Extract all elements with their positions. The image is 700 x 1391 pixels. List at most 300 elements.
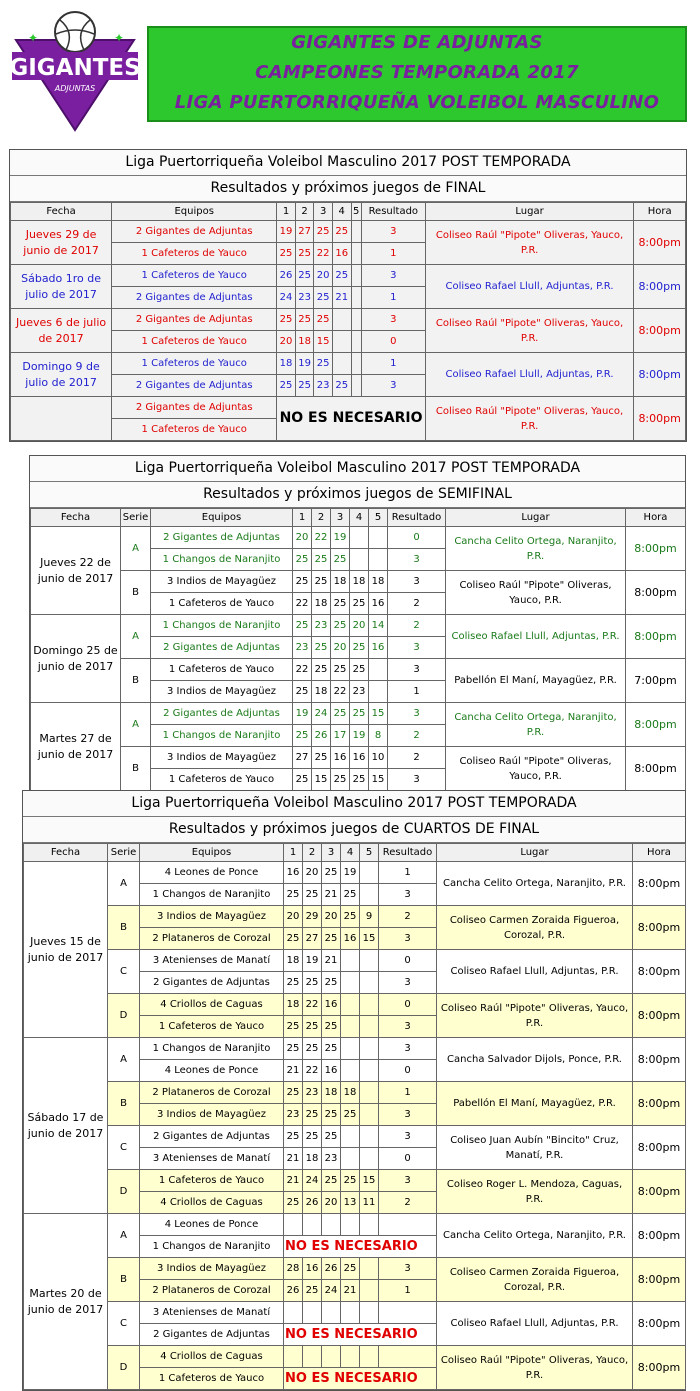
col-fecha: Fecha bbox=[11, 203, 112, 221]
table-row bbox=[31, 615, 686, 637]
col-equipos: Equipos bbox=[140, 844, 284, 862]
set-score bbox=[360, 972, 379, 994]
game-venue: Coliseo Rafael Llull, Adjuntas, P.R. bbox=[437, 950, 633, 994]
team-name: 3 Atenienses de Manatí bbox=[140, 1302, 284, 1324]
col-set2: 2 bbox=[303, 844, 322, 862]
set-score: 25 bbox=[303, 1104, 322, 1126]
game-venue: Coliseo Raúl "Pipote" Oliveras, Yauco, P.R. bbox=[446, 747, 626, 791]
set-score: 22 bbox=[314, 243, 333, 265]
set-score: 23 bbox=[322, 1148, 341, 1170]
not-necessary-label: NO ES NECESARIO bbox=[284, 1236, 437, 1258]
set-score: 22 bbox=[303, 994, 322, 1016]
team-name: 1 Cafeteros de Yauco bbox=[151, 593, 293, 615]
set-score: 21 bbox=[284, 1060, 303, 1082]
game-venue: Coliseo Roger L. Mendoza, Caguas, P.R. bbox=[437, 1170, 633, 1214]
set-score: 23 bbox=[303, 1082, 322, 1104]
set-score: 18 bbox=[341, 1082, 360, 1104]
col-hora: Hora bbox=[633, 844, 686, 862]
set-score: 25 bbox=[295, 375, 314, 397]
team-name: 1 Cafeteros de Yauco bbox=[112, 243, 277, 265]
game-result: 1 bbox=[379, 1280, 437, 1302]
set-score: 25 bbox=[312, 549, 331, 571]
set-score bbox=[284, 1302, 303, 1324]
col-set3: 3 bbox=[331, 509, 350, 527]
series-label: B bbox=[108, 1258, 140, 1302]
set-score: 26 bbox=[303, 1192, 322, 1214]
set-score bbox=[341, 1016, 360, 1038]
game-date: Sábado 1ro de julio de 2017 bbox=[11, 265, 112, 309]
team-name: 1 Cafeteros de Yauco bbox=[151, 659, 293, 681]
team-name: 3 Indios de Mayagüez bbox=[151, 681, 293, 703]
set-score: 21 bbox=[332, 287, 351, 309]
cuartos-subtitle: Resultados y próximos juegos de CUARTOS DE FINAL bbox=[23, 817, 685, 843]
set-score: 22 bbox=[293, 659, 312, 681]
series-label: A bbox=[121, 615, 151, 659]
set-score: 25 bbox=[293, 571, 312, 593]
game-result: 3 bbox=[379, 1104, 437, 1126]
col-serie: Serie bbox=[108, 844, 140, 862]
set-score bbox=[341, 1126, 360, 1148]
col-fecha: Fecha bbox=[24, 844, 108, 862]
game-result: 3 bbox=[379, 972, 437, 994]
set-score: 25 bbox=[303, 972, 322, 994]
banner-line-1: GIGANTES DE ADJUNTAS bbox=[291, 32, 543, 53]
table-row bbox=[24, 950, 686, 972]
game-result: 1 bbox=[361, 353, 425, 375]
set-score: 25 bbox=[350, 659, 369, 681]
set-score: 25 bbox=[312, 571, 331, 593]
set-score: 21 bbox=[284, 1170, 303, 1192]
game-result: 2 bbox=[388, 747, 446, 769]
team-name: 2 Plataneros de Corozal bbox=[140, 1082, 284, 1104]
final-header-row bbox=[11, 203, 686, 221]
game-result: 0 bbox=[388, 527, 446, 549]
game-result: 3 bbox=[379, 884, 437, 906]
not-necessary-label: NO ES NECESARIO bbox=[284, 1324, 437, 1346]
set-score: 25 bbox=[293, 769, 312, 791]
game-time: 8:00pm bbox=[634, 353, 686, 397]
team-name: 1 Changos de Naranjito bbox=[140, 884, 284, 906]
set-score: 27 bbox=[293, 747, 312, 769]
set-score: 20 bbox=[322, 906, 341, 928]
series-label: B bbox=[121, 747, 151, 791]
set-score bbox=[360, 1038, 379, 1060]
set-score: 15 bbox=[312, 769, 331, 791]
set-score: 15 bbox=[360, 1170, 379, 1192]
game-date: Martes 20 de junio de 2017 bbox=[24, 1214, 108, 1390]
team-name: 4 Criollos de Caguas bbox=[140, 1346, 284, 1368]
cuartos-panel bbox=[22, 790, 686, 1391]
semifinal-panel bbox=[29, 455, 686, 792]
final-title: Liga Puertorriqueña Voleibol Masculino 2017 POST TEMPORADA bbox=[10, 150, 686, 176]
set-score bbox=[341, 1346, 360, 1368]
set-score: 19 bbox=[277, 221, 296, 243]
set-score: 23 bbox=[312, 615, 331, 637]
set-score: 24 bbox=[322, 1280, 341, 1302]
team-name: 1 Cafeteros de Yauco bbox=[112, 353, 277, 375]
game-date: Martes 27 de junio de 2017 bbox=[31, 703, 121, 791]
set-score bbox=[360, 884, 379, 906]
col-set4: 4 bbox=[341, 844, 360, 862]
set-score: 15 bbox=[314, 331, 333, 353]
series-label: D bbox=[108, 994, 140, 1038]
team-name: 3 Indios de Mayagüez bbox=[140, 1104, 284, 1126]
set-score: 25 bbox=[303, 1280, 322, 1302]
set-score bbox=[360, 1346, 379, 1368]
game-result: 3 bbox=[379, 1016, 437, 1038]
set-score: 16 bbox=[350, 747, 369, 769]
set-score: 19 bbox=[295, 353, 314, 375]
game-venue: Pabellón El Maní, Mayagüez, P.R. bbox=[446, 659, 626, 703]
game-time: 8:00pm bbox=[634, 221, 686, 265]
set-score bbox=[351, 287, 361, 309]
game-result: 2 bbox=[388, 615, 446, 637]
team-name: 4 Criollos de Caguas bbox=[140, 1192, 284, 1214]
col-resultado: Resultado bbox=[388, 509, 446, 527]
team-name: 2 Plataneros de Corozal bbox=[140, 1280, 284, 1302]
game-result bbox=[379, 1302, 437, 1324]
team-name: 1 Changos de Naranjito bbox=[140, 1236, 284, 1258]
team-name: 1 Cafeteros de Yauco bbox=[112, 265, 277, 287]
team-name: 1 Cafeteros de Yauco bbox=[112, 419, 277, 441]
set-score: 20 bbox=[314, 265, 333, 287]
game-result: 3 bbox=[361, 375, 425, 397]
set-score: 27 bbox=[303, 928, 322, 950]
set-score: 25 bbox=[295, 265, 314, 287]
game-date: Jueves 22 de junio de 2017 bbox=[31, 527, 121, 615]
set-score: 25 bbox=[322, 928, 341, 950]
set-score: 15 bbox=[369, 769, 388, 791]
set-score bbox=[322, 1346, 341, 1368]
set-score bbox=[360, 1302, 379, 1324]
game-time: 8:00pm bbox=[633, 1126, 686, 1170]
set-score: 25 bbox=[293, 681, 312, 703]
header bbox=[0, 0, 700, 140]
set-score bbox=[341, 1148, 360, 1170]
gigantes-logo bbox=[8, 6, 142, 134]
final-panel bbox=[9, 149, 687, 442]
set-score: 23 bbox=[350, 681, 369, 703]
set-score: 25 bbox=[314, 287, 333, 309]
set-score bbox=[341, 1038, 360, 1060]
set-score: 20 bbox=[284, 906, 303, 928]
game-time: 8:00pm bbox=[634, 265, 686, 309]
set-score: 23 bbox=[293, 637, 312, 659]
set-score: 25 bbox=[295, 309, 314, 331]
set-score: 11 bbox=[360, 1192, 379, 1214]
table-row bbox=[24, 906, 686, 928]
col-set4: 4 bbox=[350, 509, 369, 527]
set-score: 25 bbox=[303, 884, 322, 906]
set-score bbox=[284, 1346, 303, 1368]
set-score: 25 bbox=[293, 725, 312, 747]
logo-subtext: ADJUNTAS bbox=[54, 84, 96, 93]
set-score: 25 bbox=[322, 1038, 341, 1060]
team-name: 2 Gigantes de Adjuntas bbox=[140, 972, 284, 994]
game-result: 3 bbox=[361, 221, 425, 243]
game-result: 3 bbox=[361, 309, 425, 331]
set-score: 18 bbox=[350, 571, 369, 593]
set-score: 25 bbox=[293, 549, 312, 571]
game-result bbox=[379, 1346, 437, 1368]
team-name: 2 Gigantes de Adjuntas bbox=[112, 309, 277, 331]
table-row bbox=[31, 571, 686, 593]
set-score: 22 bbox=[312, 527, 331, 549]
game-result: 1 bbox=[379, 1082, 437, 1104]
table-row bbox=[31, 703, 686, 725]
team-name: 3 Indios de Mayagüez bbox=[151, 571, 293, 593]
game-time: 8:00pm bbox=[633, 1346, 686, 1390]
series-label: D bbox=[108, 1170, 140, 1214]
set-score: 25 bbox=[341, 1258, 360, 1280]
game-venue: Cancha Celito Ortega, Naranjito, P.R. bbox=[446, 703, 626, 747]
set-score bbox=[341, 972, 360, 994]
set-score: 10 bbox=[369, 747, 388, 769]
col-equipos: Equipos bbox=[151, 509, 293, 527]
table-row bbox=[24, 994, 686, 1016]
game-result: 2 bbox=[388, 593, 446, 615]
team-name: 1 Changos de Naranjito bbox=[151, 615, 293, 637]
set-score: 16 bbox=[332, 243, 351, 265]
set-score: 25 bbox=[350, 593, 369, 615]
set-score bbox=[351, 243, 361, 265]
game-date: Jueves 6 de julio de 2017 bbox=[11, 309, 112, 353]
set-score: 19 bbox=[350, 725, 369, 747]
game-venue: Coliseo Raúl "Pipote" Oliveras, Yauco, P.R. bbox=[425, 397, 633, 441]
not-necessary-label: NO ES NECESARIO bbox=[277, 397, 426, 441]
col-serie: Serie bbox=[121, 509, 151, 527]
col-fecha: Fecha bbox=[31, 509, 121, 527]
table-row bbox=[24, 862, 686, 884]
set-score bbox=[351, 221, 361, 243]
table-row bbox=[31, 527, 686, 549]
not-necessary-label: NO ES NECESARIO bbox=[284, 1368, 437, 1390]
series-label: A bbox=[121, 703, 151, 747]
team-name: 1 Changos de Naranjito bbox=[151, 549, 293, 571]
set-score bbox=[284, 1214, 303, 1236]
set-score bbox=[341, 1302, 360, 1324]
set-score bbox=[369, 659, 388, 681]
game-result: 3 bbox=[388, 703, 446, 725]
game-result: 3 bbox=[388, 659, 446, 681]
set-score: 25 bbox=[322, 1126, 341, 1148]
team-name: 4 Leones de Ponce bbox=[140, 1060, 284, 1082]
set-score: 16 bbox=[331, 747, 350, 769]
semifinal-header-row bbox=[31, 509, 686, 527]
col-lugar: Lugar bbox=[437, 844, 633, 862]
series-label: D bbox=[108, 1346, 140, 1390]
team-name: 3 Atenienses de Manatí bbox=[140, 1148, 284, 1170]
set-score: 27 bbox=[295, 221, 314, 243]
game-time: 8:00pm bbox=[633, 1038, 686, 1082]
set-score: 29 bbox=[303, 906, 322, 928]
table-row bbox=[24, 1258, 686, 1280]
set-score bbox=[341, 950, 360, 972]
set-score bbox=[360, 862, 379, 884]
set-score: 8 bbox=[369, 725, 388, 747]
set-score bbox=[360, 1280, 379, 1302]
svg-text:✦: ✦ bbox=[28, 31, 39, 45]
team-name: 2 Gigantes de Adjuntas bbox=[112, 375, 277, 397]
game-result: 3 bbox=[379, 1170, 437, 1192]
set-score bbox=[322, 1302, 341, 1324]
game-result: 3 bbox=[379, 1126, 437, 1148]
col-equipos: Equipos bbox=[112, 203, 277, 221]
col-resultado: Resultado bbox=[379, 844, 437, 862]
set-score: 26 bbox=[284, 1280, 303, 1302]
svg-text:✦: ✦ bbox=[114, 31, 125, 45]
game-time: 8:00pm bbox=[633, 1302, 686, 1346]
col-hora: Hora bbox=[626, 509, 686, 527]
set-score: 18 bbox=[284, 994, 303, 1016]
set-score: 23 bbox=[295, 287, 314, 309]
set-score: 19 bbox=[331, 527, 350, 549]
set-score bbox=[351, 353, 361, 375]
game-time: 8:00pm bbox=[634, 397, 686, 441]
team-name: 1 Cafeteros de Yauco bbox=[151, 769, 293, 791]
set-score: 25 bbox=[350, 769, 369, 791]
set-score: 26 bbox=[277, 265, 296, 287]
game-time: 8:00pm bbox=[626, 615, 686, 659]
game-venue: Coliseo Raúl "Pipote" Oliveras, Yauco, P.R. bbox=[446, 571, 626, 615]
semifinal-subtitle: Resultados y próximos juegos de SEMIFINAL bbox=[30, 482, 685, 508]
set-score: 13 bbox=[341, 1192, 360, 1214]
banner-line-2: CAMPEONES TEMPORADA 2017 bbox=[255, 62, 579, 83]
cuartos-table bbox=[23, 843, 686, 1390]
series-label: B bbox=[108, 906, 140, 950]
set-score bbox=[341, 994, 360, 1016]
game-venue: Cancha Salvador Dijols, Ponce, P.R. bbox=[437, 1038, 633, 1082]
logo-text: GIGANTES bbox=[9, 55, 141, 81]
col-set1: 1 bbox=[277, 203, 296, 221]
set-score bbox=[351, 375, 361, 397]
team-name: 3 Indios de Mayagüez bbox=[140, 906, 284, 928]
set-score: 21 bbox=[284, 1148, 303, 1170]
game-date: Jueves 15 de junio de 2017 bbox=[24, 862, 108, 1038]
col-set3: 3 bbox=[314, 203, 333, 221]
set-score: 25 bbox=[331, 549, 350, 571]
set-score bbox=[360, 950, 379, 972]
set-score: 21 bbox=[322, 950, 341, 972]
set-score bbox=[360, 1082, 379, 1104]
game-result: 1 bbox=[361, 287, 425, 309]
set-score bbox=[351, 265, 361, 287]
set-score: 25 bbox=[322, 1104, 341, 1126]
game-venue: Pabellón El Maní, Mayagüez, P.R. bbox=[437, 1082, 633, 1126]
game-time: 8:00pm bbox=[633, 1082, 686, 1126]
set-score: 24 bbox=[303, 1170, 322, 1192]
set-score: 25 bbox=[277, 243, 296, 265]
team-name: 2 Gigantes de Adjuntas bbox=[151, 527, 293, 549]
game-time: 8:00pm bbox=[626, 527, 686, 571]
game-venue: Coliseo Raúl "Pipote" Oliveras, Yauco, P.R. bbox=[437, 994, 633, 1038]
game-time: 8:00pm bbox=[633, 1258, 686, 1302]
final-subtitle: Resultados y próximos juegos de FINAL bbox=[10, 176, 686, 202]
set-score bbox=[350, 549, 369, 571]
set-score: 24 bbox=[312, 703, 331, 725]
set-score: 16 bbox=[341, 928, 360, 950]
game-date: Jueves 29 de junio de 2017 bbox=[11, 221, 112, 265]
set-score: 25 bbox=[341, 1170, 360, 1192]
set-score: 16 bbox=[369, 593, 388, 615]
team-name: 3 Indios de Mayagüez bbox=[151, 747, 293, 769]
table-row bbox=[24, 1302, 686, 1324]
set-score: 18 bbox=[277, 353, 296, 375]
set-score bbox=[332, 331, 351, 353]
set-score bbox=[351, 331, 361, 353]
col-resultado: Resultado bbox=[361, 203, 425, 221]
set-score: 25 bbox=[277, 309, 296, 331]
col-set2: 2 bbox=[312, 509, 331, 527]
game-result: 0 bbox=[361, 331, 425, 353]
set-score bbox=[360, 1148, 379, 1170]
game-result: 1 bbox=[361, 243, 425, 265]
set-score: 23 bbox=[284, 1104, 303, 1126]
col-set3: 3 bbox=[322, 844, 341, 862]
game-time: 8:00pm bbox=[633, 862, 686, 906]
series-label: C bbox=[108, 1302, 140, 1346]
game-venue: Coliseo Raúl "Pipote" Oliveras, Yauco, P.R. bbox=[425, 309, 633, 353]
set-score: 21 bbox=[341, 1280, 360, 1302]
set-score: 25 bbox=[284, 1016, 303, 1038]
set-score: 20 bbox=[331, 637, 350, 659]
table-row bbox=[24, 1214, 686, 1236]
game-time: 8:00pm bbox=[633, 1214, 686, 1258]
table-row bbox=[31, 659, 686, 681]
col-set2: 2 bbox=[295, 203, 314, 221]
series-label: C bbox=[108, 950, 140, 994]
game-time: 8:00pm bbox=[626, 571, 686, 615]
set-score bbox=[369, 681, 388, 703]
set-score: 19 bbox=[341, 862, 360, 884]
set-score: 26 bbox=[322, 1258, 341, 1280]
game-result: 2 bbox=[388, 725, 446, 747]
col-set5: 5 bbox=[360, 844, 379, 862]
set-score: 28 bbox=[284, 1258, 303, 1280]
table-row bbox=[24, 1082, 686, 1104]
set-score bbox=[360, 994, 379, 1016]
game-time: 7:00pm bbox=[626, 659, 686, 703]
game-result: 3 bbox=[379, 1258, 437, 1280]
team-name: 1 Changos de Naranjito bbox=[140, 1038, 284, 1060]
game-time: 8:00pm bbox=[633, 950, 686, 994]
table-row bbox=[31, 747, 686, 769]
game-result: 1 bbox=[388, 681, 446, 703]
game-time: 8:00pm bbox=[626, 703, 686, 747]
game-venue: Coliseo Raúl "Pipote" Oliveras, Yauco, P.R. bbox=[425, 221, 633, 265]
set-score: 16 bbox=[369, 637, 388, 659]
set-score bbox=[341, 1214, 360, 1236]
team-name: 2 Gigantes de Adjuntas bbox=[112, 287, 277, 309]
game-result: 3 bbox=[361, 265, 425, 287]
set-score: 25 bbox=[322, 1016, 341, 1038]
col-lugar: Lugar bbox=[446, 509, 626, 527]
team-name: 4 Leones de Ponce bbox=[140, 1214, 284, 1236]
set-score: 25 bbox=[332, 265, 351, 287]
set-score: 25 bbox=[303, 1016, 322, 1038]
game-result: 0 bbox=[379, 950, 437, 972]
set-score: 25 bbox=[350, 703, 369, 725]
set-score: 25 bbox=[350, 637, 369, 659]
game-result: 2 bbox=[379, 906, 437, 928]
set-score bbox=[332, 309, 351, 331]
set-score: 9 bbox=[360, 906, 379, 928]
team-name: 3 Indios de Mayagüez bbox=[140, 1258, 284, 1280]
set-score: 16 bbox=[322, 994, 341, 1016]
set-score bbox=[360, 1214, 379, 1236]
game-venue: Coliseo Rafael Llull, Adjuntas, P.R. bbox=[425, 265, 633, 309]
series-label: B bbox=[121, 659, 151, 703]
